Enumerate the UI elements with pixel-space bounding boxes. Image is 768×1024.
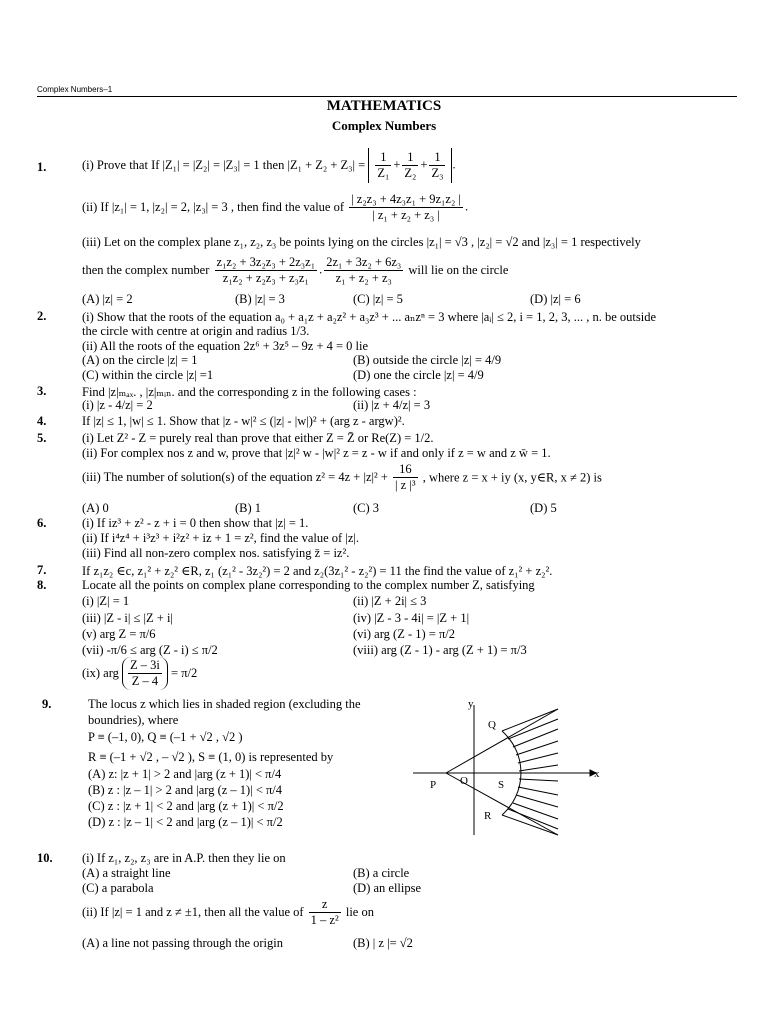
- label-p: P: [430, 779, 437, 791]
- q2-line1: (i) Show that the roots of the equation a₀ + a₁z + a₂z² + a₃z³ + ... aₙzⁿ = 3 where |aᵢ| ≤ 2, i = 1, 2, 3, ... , n. be outside: [82, 310, 657, 324]
- q2-number: 2.: [37, 309, 47, 323]
- q9-option-b: (B) z : |z – 1| > 2 and |arg (z – 1)| < π/4: [88, 783, 283, 797]
- q6-line2: (ii) If i⁴z⁴ + i³z³ + i²z² + iz + 1 = z², find the value of |z|.: [82, 531, 359, 545]
- ray-pq: [446, 709, 558, 773]
- q10-number: 10.: [37, 851, 53, 865]
- q3-item-i: (i) |z - 4/z| = 2: [82, 398, 153, 412]
- q1-option-d: (D) |z| = 6: [530, 292, 581, 306]
- q5-option-d: (D) 5: [530, 501, 557, 515]
- q8-item-i: (i) |Z| = 1: [82, 594, 130, 608]
- label-o: O: [460, 775, 468, 787]
- q8-ix-fraction: $\frac{Z - 3i}{Z - 4}$: [130, 658, 160, 688]
- q8-item-ii: (ii) |Z + 2i| ≤ 3: [353, 594, 427, 608]
- q1-iii: (iii) Let on the complex plane z₁, z₂, z₃ be points lying on the circles |z₁| = √3 , |z₂| = √2 and |z₃| = 1 respectively: [82, 235, 641, 249]
- q8-item-viii: (viii) arg (Z - 1) - arg (Z + 1) = π/3: [353, 643, 527, 657]
- q9-number: 9.: [42, 697, 52, 711]
- q7-line1: If z₁z₂ ∈c, z₁² + z₂² ∈R, z₁ (z₁² - 3z₂²) = 2 and z₂(3z₁² - z₂²) = 11 the find the value of z₁² + z₂².: [82, 564, 553, 578]
- q10-line2: (ii) If |z| = 1 and z ≠ ±1, then all the value of $\frac{z}{\text{1 – z²}}$ lie on: [82, 897, 374, 927]
- q1-option-a: (A) |z| = 2: [82, 292, 133, 306]
- q10-ii-option-b: (B) | z |= √2: [353, 936, 413, 950]
- q10-option-b: (B) a circle: [353, 866, 410, 880]
- q5-option-b: (B) 1: [235, 501, 262, 515]
- q2-option-c: (C) within the circle |z| =1: [82, 368, 214, 382]
- q2-line2: the circle with centre at origin and radius 1/3.: [82, 324, 310, 338]
- q10-option-d: (D) an ellipse: [353, 881, 422, 895]
- q9-line4: R ≡ (–1 + √2 , – √2 ), S ≡ (1, 0) is represented by: [88, 750, 334, 764]
- page-subtitle: Complex Numbers: [331, 118, 437, 133]
- q5-option-a: (A) 0: [82, 501, 109, 515]
- q6-number: 6.: [37, 516, 47, 530]
- q2-option-b: (B) outside the circle |z| = 4/9: [353, 353, 502, 367]
- q8-ix-paren: [122, 657, 168, 690]
- q5-option-c: (C) 3: [353, 501, 380, 515]
- q2-option-a: (A) on the circle |z| = 1: [82, 353, 198, 367]
- q1-number: 1.: [37, 160, 47, 174]
- q1-option-c: (C) |z| = 5: [353, 292, 403, 306]
- shading-lines: [502, 709, 558, 835]
- q10-option-a: (A) a straight line: [82, 866, 171, 880]
- q9-line3: P ≡ (–1, 0), Q ≡ (–1 + √2 , √2 ): [88, 730, 243, 744]
- q10-line1: (i) If z₁, z₂, z₃ are in A.P. then they lie on: [82, 851, 286, 865]
- header-rule: [37, 96, 737, 97]
- q10-option-c: (C) a parabola: [82, 881, 154, 895]
- q1-iii-frac1: $\frac{\text{z₁z₂ + 3z₂z₃ + 2z₃z₁}}{\text{z₁z₂ + z₂z₃ + z₃z₁}}$: [216, 255, 316, 285]
- q5-fraction: $\frac{16}{\text{| z |³}}$: [395, 462, 416, 492]
- page-title: MATHEMATICS: [326, 98, 442, 114]
- q8-item-vii: (vii) -π/6 ≤ arg (Z - i) ≤ π/2: [82, 643, 218, 657]
- label-y: y: [468, 698, 474, 710]
- q1-i-determinant: $\frac{1}{\text{Z₁}}$ + $\frac{1}{\text{Z₂}}$ + $\frac{1}{\text{Z₃}}$: [368, 148, 452, 183]
- q5-number: 5.: [37, 431, 47, 445]
- q1-ii-text: (ii) If |z₁| = 1, |z₂| = 2, |z₃| = 3 , then find the value of: [82, 200, 345, 214]
- q9-line1: The locus z which lies in shaded region (excluding the: [88, 697, 361, 711]
- q9-option-a: (A) z: |z + 1| > 2 and |arg (z + 1)| < π/4: [88, 767, 282, 781]
- q8-line1: Locate all the points on complex plane corresponding to the complex number Z, satisfying: [82, 578, 535, 592]
- q1-i-text: (i) Prove that If |Z₁| = |Z₂| = |Z₃| = 1 then |Z₁ + Z₂ + Z₃| =: [82, 158, 366, 172]
- q8-number: 8.: [37, 578, 47, 592]
- q5-line2: (ii) For complex nos z and w, prove that |z|² w - |w|² z = z - w if and only if z = w and z w̄ = 1.: [82, 446, 551, 460]
- q4-line1: If |z| ≤ 1, |w| ≤ 1. Show that |z - w|² ≤ (|z| - |w|)² + (arg z - argw)².: [82, 414, 405, 428]
- q2-line3: (ii) All the roots of the equation 2z⁶ + 3z⁵ – 9z + 4 = 0 lie: [82, 339, 369, 353]
- q6-line1: (i) If iz³ + z² - z + i = 0 then show that |z| = 1.: [82, 516, 309, 530]
- q8-item-iii: (iii) |Z - i| ≤ |Z + i|: [82, 611, 173, 625]
- label-q: Q: [488, 719, 496, 731]
- q9-figure: [408, 695, 608, 840]
- q4-number: 4.: [37, 414, 47, 428]
- q10-fraction: $\frac{z}{\text{1 – z²}}$: [310, 897, 339, 927]
- q5-line1: (i) Let Z² - Z = purely real than prove that either Z = Z̄ or Re(Z) = 1/2.: [82, 431, 434, 445]
- q5-line3: (iii) The number of solution(s) of the equation z² = 4z + |z|² + $\frac{16}{\text{| z |³}}$ , where z = x + iy (x, y∈R, x ≠ 2) is: [82, 462, 602, 492]
- q6-line3: (iii) Find all non-zero complex nos. satisfying z̄ = iz².: [82, 546, 350, 560]
- frac-3: $\frac{1}{\text{Z₃}}$: [431, 150, 444, 180]
- q9-line2: boundries), where: [88, 713, 179, 727]
- q3-item-ii: (ii) |z + 4/z| = 3: [353, 398, 431, 412]
- q1-ii: (ii) If |z₁| = 1, |z₂| = 2, |z₃| = 3 , then find the value of $\frac{\text{| z₂z₃ + 4z₃z₁ + 9z₁z₂ |}}{\text{| z₁ + z₂ + z₃ |}}$ .: [82, 192, 469, 222]
- q3-line1: Find |z|ₘₐₓ. , |z|ₘᵢₙ. and the corresponding z in the following cases :: [82, 385, 417, 399]
- q1-option-b: (B) |z| = 3: [235, 292, 285, 306]
- q2-option-d: (D) one the circle |z| = 4/9: [353, 368, 484, 382]
- q1-i: (i) Prove that If |Z₁| = |Z₂| = |Z₃| = 1 then |Z₁ + Z₂ + Z₃| = $\frac{1}{\text{Z₁}}$ + $\frac{1}{\text{Z₂}}$ + $\frac{1}{\text{Z₃}}$ .: [82, 148, 456, 183]
- label-r: R: [484, 810, 492, 822]
- running-header: Complex Numbers–1: [37, 85, 113, 94]
- q8-item-iv: (iv) |Z - 3 - 4i| = |Z + 1|: [353, 611, 470, 625]
- q9-option-d: (D) z : |z – 1| < 2 and |arg (z – 1)| < π/2: [88, 815, 283, 829]
- label-x: x: [594, 768, 600, 780]
- q9-option-c: (C) z : |z + 1| < 2 and |arg (z + 1)| < π/2: [88, 799, 284, 813]
- q7-number: 7.: [37, 563, 47, 577]
- q3-number: 3.: [37, 384, 47, 398]
- frac-1: $\frac{1}{\text{Z₁}}$: [377, 150, 390, 180]
- q8-item-vi: (vi) arg (Z - 1) = π/2: [353, 627, 455, 641]
- q8-item-v: (v) arg Z = π/6: [82, 627, 156, 641]
- frac-2: $\frac{1}{\text{Z₂}}$: [404, 150, 417, 180]
- label-s: S: [498, 779, 505, 791]
- q1-iii-frac2: $\frac{\text{2z₁ + 3z₂ + 6z₃}}{\text{z₁ + z₂ + z₃}}$: [326, 255, 402, 285]
- q8-item-ix: (ix) arg $\frac{Z - 3i}{Z - 4}$ = π/2: [82, 658, 198, 688]
- q1-ii-fraction: $\frac{\text{| z₂z₃ + 4z₃z₁ + 9z₁z₂ |}}{\text{| z₁ + z₂ + z₃ |}}$: [351, 192, 461, 222]
- q1-iii-cont: then the complex number $\frac{\text{z₁z₂ + 3z₂z₃ + 2z₃z₁}}{\text{z₁z₂ + z₂z₃ + z₃z₁}}$ . $\frac{\text{2z₁ + 3z₂ + 6z₃}}{\text{z₁ + z₂ + z₃}}$ will lie on the circle: [82, 255, 509, 285]
- q10-ii-option-a: (A) a line not passing through the origin: [82, 936, 284, 950]
